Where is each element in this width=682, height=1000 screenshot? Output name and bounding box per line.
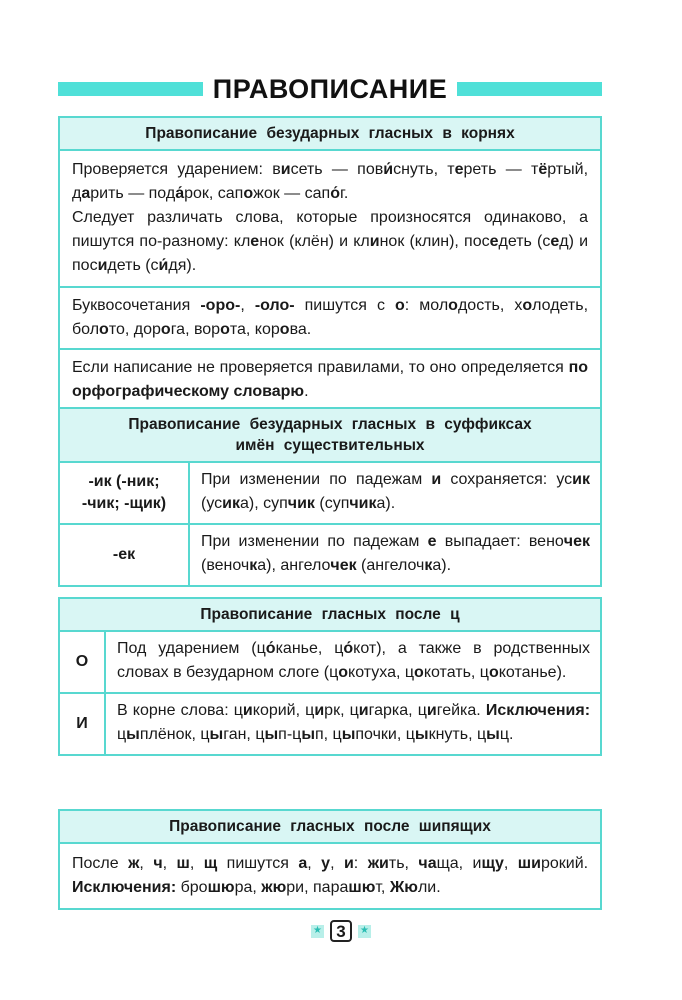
table-row [60, 694, 600, 754]
page-title: ПРАВОПИСАНИЕ [58, 72, 602, 106]
page-title-row [58, 72, 602, 106]
section-suffixes [58, 407, 602, 587]
rule-paragraph: Проверяется ударением: висеть — пови́снуть, тереть — тёртый, дарить — пода́рок, сапожок — сапо́г. Следует различать слова, которые произносятся одинаково, а пишутся по-разному: кленок (клён) и клинок (клин), поседеть (сед) и посидеть (си́дя). [60, 151, 600, 288]
section-heading: Правописание гласных после шипящих [60, 811, 600, 844]
table-row [60, 632, 600, 694]
section-heading: Правописание гласных после ц [60, 599, 600, 632]
section-after-ts [58, 597, 602, 756]
vowel-cell: И [60, 694, 106, 754]
vowel-cell: О [60, 632, 106, 692]
star-icon: ★ [311, 925, 324, 938]
page-number [296, 916, 386, 946]
rule-paragraph: Буквосочетания -оро-, -оло- пишутся с о: молодость, холодеть, болото, дорога, ворота, корова. [60, 288, 600, 350]
section-heading: Правописание безударных гласных в корнях [60, 118, 600, 151]
section-after-sibilants [58, 809, 602, 910]
suffix-cell: -ик (-ник; -чик; -щик) [60, 463, 190, 523]
page-number-value: 3 [330, 920, 352, 942]
rule-paragraph: Если написание не проверяется правилами, то оно определяется по орфографическому словарю. [72, 359, 588, 400]
table-row [60, 525, 600, 585]
star-icon: ★ [358, 925, 371, 938]
section-roots [58, 116, 602, 412]
table-row [60, 463, 600, 525]
rule-cell: Под ударением (цо́канье, цо́кот), а также в родственных словах в безударном слоге (цокотуха, цокотать, цокотанье). [117, 640, 591, 681]
rule-cell: В корне слова: цикорий, цирк, цигарка, цигейка. Исключения: цыплёнок, цыган, цып-цып, цыпочки, цыкнуть, цыц. [117, 702, 591, 743]
section-heading: Правописание безударных гласных в суффиксах имён существительных [60, 409, 600, 463]
rule-paragraph: После ж, ч, ш, щ пишутся а, у, и: жить, чаща, ищу, широкий. Исключения: брошюра, жюри, парашют, Жюли. [72, 855, 589, 896]
rule-cell: При изменении по падежам е выпадает: веночек (веночка), ангелочек (ангелочка). [201, 533, 590, 574]
suffix-cell: -ек [60, 525, 190, 585]
rule-cell: При изменении по падежам и сохраняется: усик (усика), супчик (супчика). [201, 471, 590, 512]
